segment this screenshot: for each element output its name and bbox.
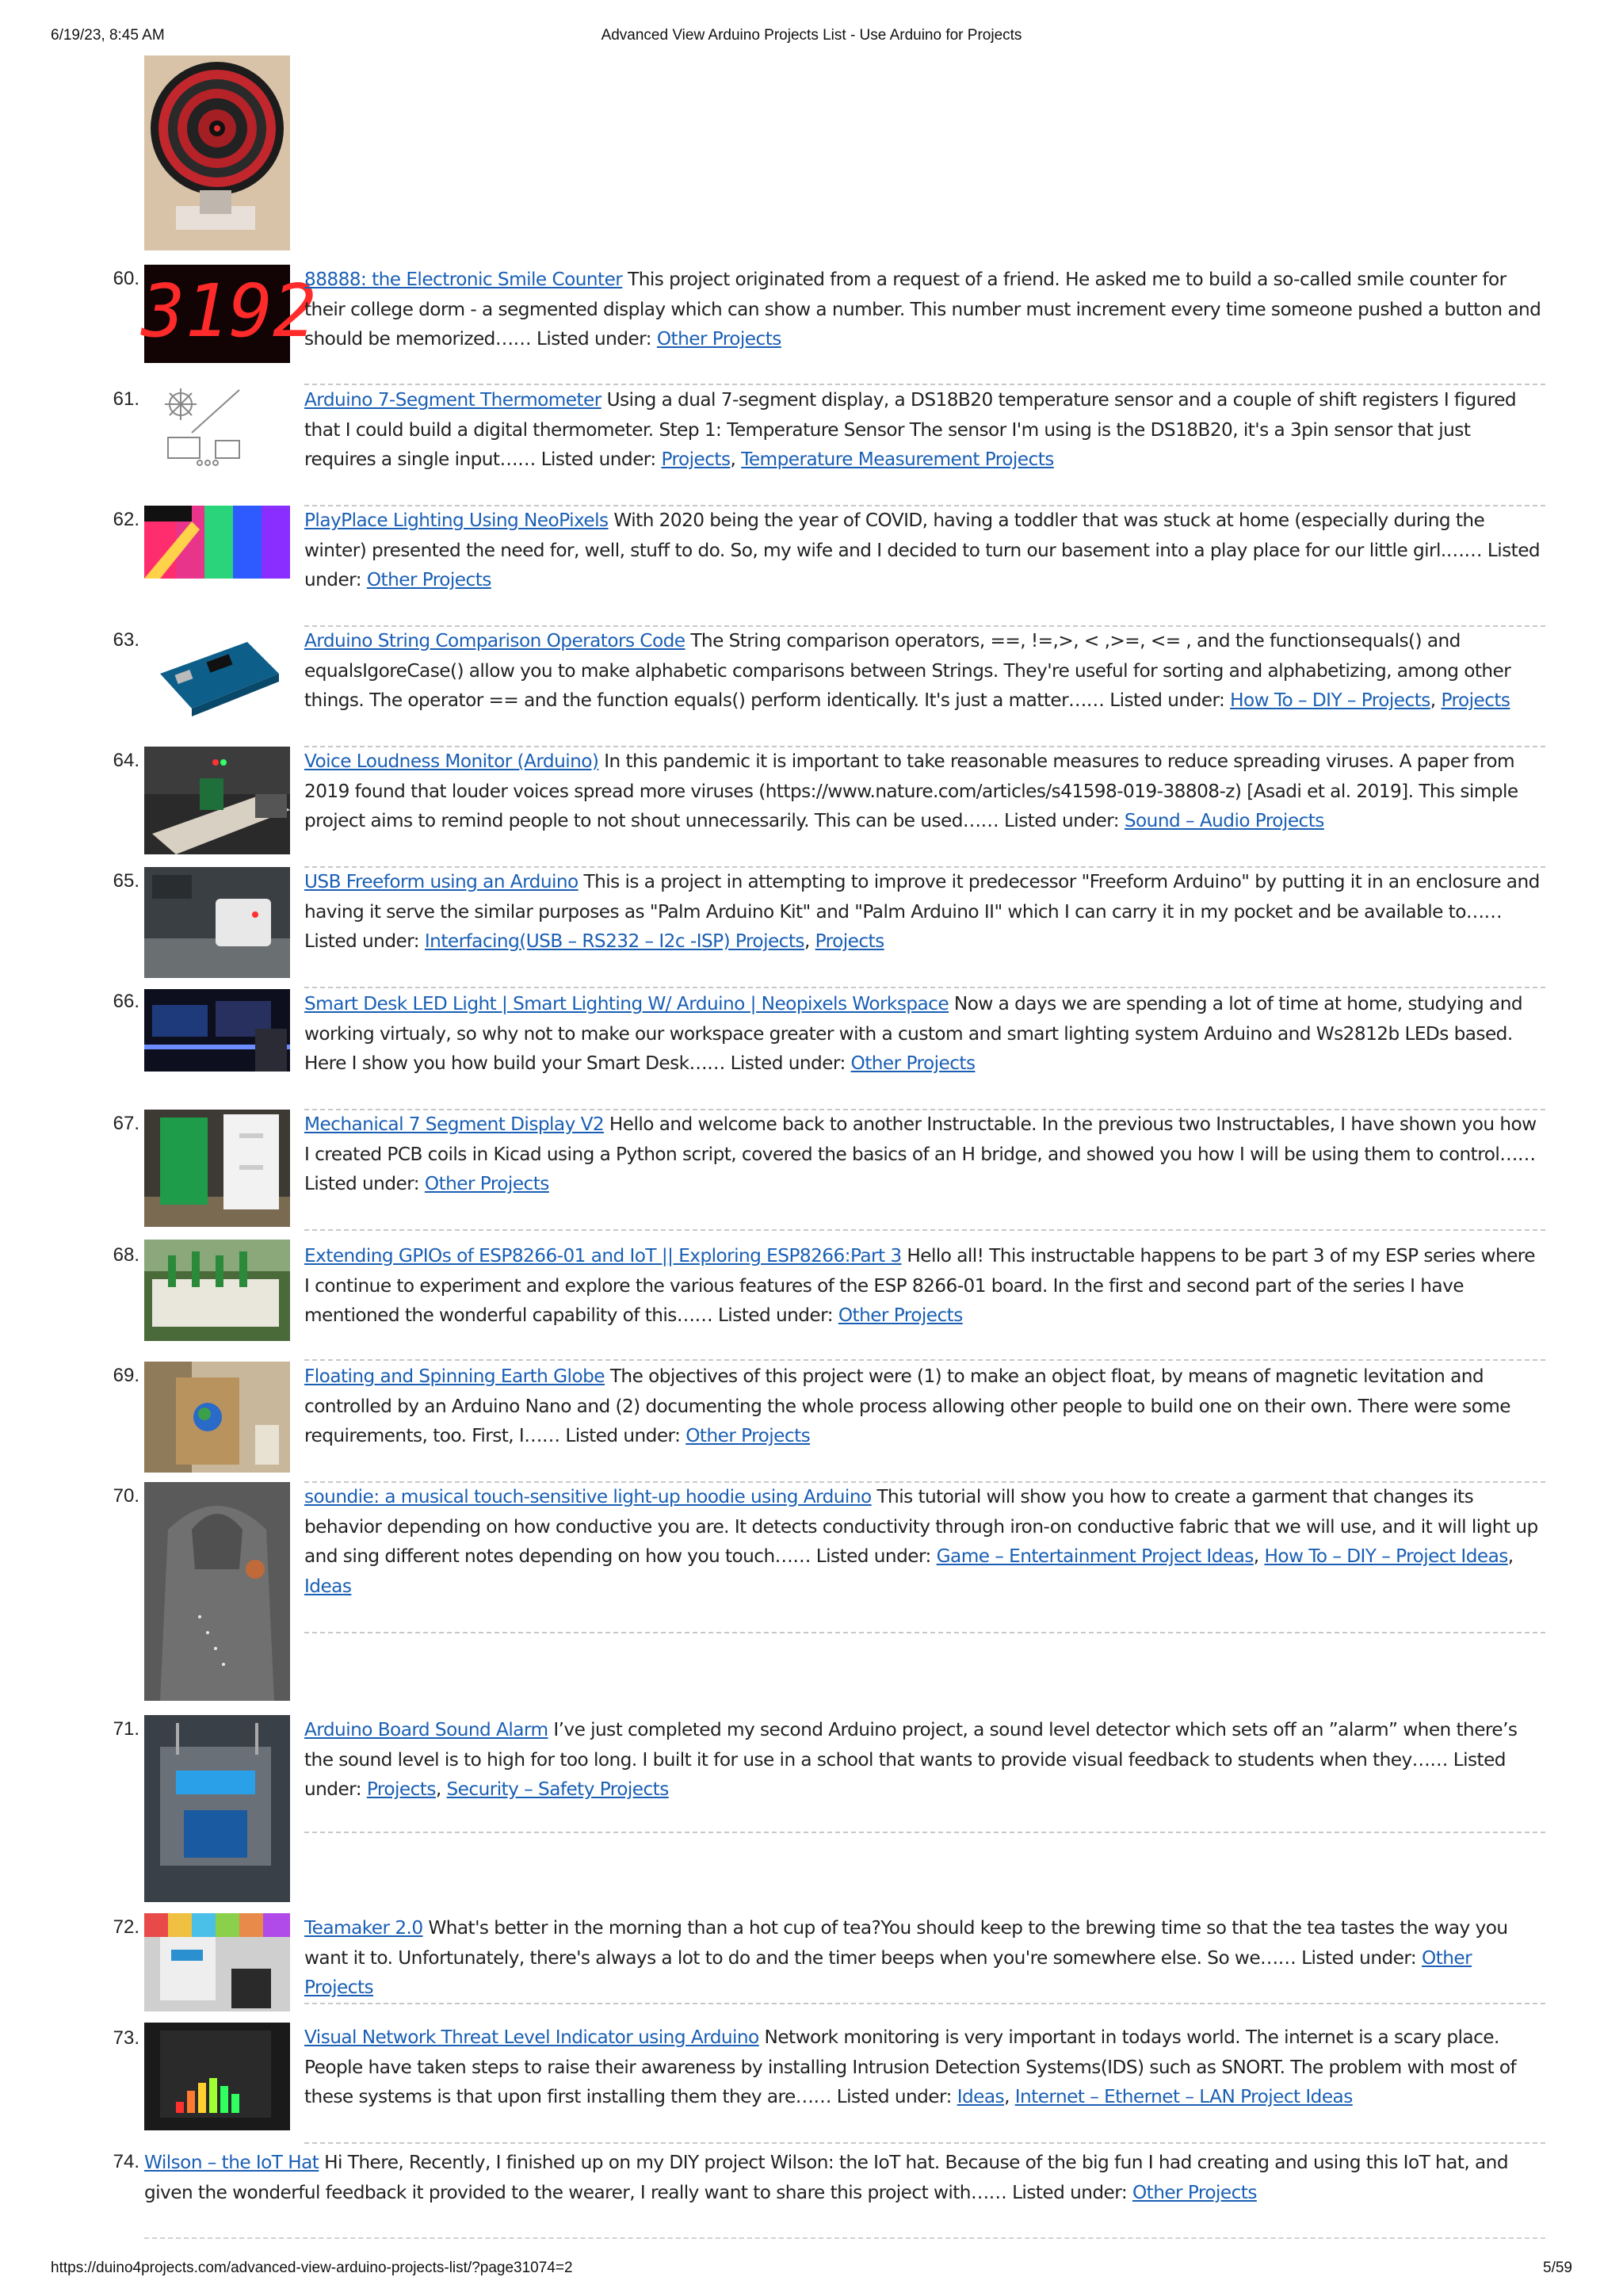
thumbnail-floating-globe[interactable] <box>144 1362 290 1473</box>
item-number: 61. <box>113 388 139 410</box>
listed-under-label: Listed under: <box>1109 690 1225 711</box>
print-header <box>51 27 1572 46</box>
project-description: With 2020 being the year of COVID, having a toddler that was stuck at home (especially during the winter) presented the need for, well, stuff to do. So, my wife and I decided to turn our basement into a play place for our little girl.…… <box>304 510 1485 561</box>
svg-text:3192: 3192 <box>141 269 317 353</box>
thumbnail-playplace-lighting[interactable] <box>144 506 290 579</box>
project-description: This is a project in attempting to improve it predecessor "Freeform Arduino" by putting it in an enclosure and having it serve the similar purposes as "Palm Arduino Kit" and "Palm Arduino II" which I can carry it in my pocket and be available to…… <box>304 871 1540 923</box>
project-title-link[interactable]: USB Freeform using an Arduino <box>304 871 579 892</box>
project-title-link[interactable]: Arduino String Comparison Operators Code <box>304 630 685 651</box>
project-description: Now a days we are spending a lot of time at home, studying and working virtualy, so why not to make our workspace greater with a custom and smart lighting system Arduino and Ws2812b LEDs based. Here I show you how build your Smart Desk…… <box>304 993 1523 1074</box>
category-link[interactable]: Projects <box>1441 690 1510 711</box>
divider <box>304 1229 1545 1231</box>
category-link[interactable]: Sound – Audio Projects <box>1124 810 1324 831</box>
project-title-link[interactable]: 88888: the Electronic Smile Counter <box>304 269 623 290</box>
listed-under-label: Listed under: <box>304 539 1541 590</box>
listed-under-label: Listed under: <box>304 1748 1506 1800</box>
project-title-link[interactable]: soundie: a musical touch-sensitive light-up hoodie using Arduino <box>304 1486 872 1507</box>
thumbnail-smart-desk[interactable] <box>144 989 290 1072</box>
thumbnail-thermometer[interactable] <box>144 385 290 483</box>
project-entry: Arduino 7-Segment Thermometer Using a dual 7-segment display, a DS18B20 temperature sensor and a couple of shift registers I figured that I could build a digital thermometer. Step 1: Temperature Sensor The sensor I'm using is the DS18B20, it's a 3pin sensor that just requires a single input…… Listed under: Projects, Temperature Measurement Projects <box>304 389 1517 470</box>
thumbnail-mechanical-7-segment[interactable] <box>144 1110 290 1227</box>
project-entry: Arduino String Comparison Operators Code The String comparison operators, ==, !=,>, < ,>=, <= , and the functionsequals() and equalsIgoreCase() allow you to make alphabetic comparisons between Strings. They're useful for sorting and alphabetizing, among other things. The operator == and the function equals() perform identically. It's just a matter…… Listed under: How To – DIY – Projects, Projects <box>304 630 1511 711</box>
category-link[interactable]: Other Projects <box>304 1946 1472 1998</box>
divider <box>304 2003 1545 2004</box>
category-link[interactable]: Other Projects <box>366 569 491 590</box>
item-number: 65. <box>113 870 139 892</box>
project-title-link[interactable]: Floating and Spinning Earth Globe <box>304 1366 605 1387</box>
item-number: 74. <box>113 2151 139 2172</box>
project-entry <box>304 747 1545 836</box>
print-datetime: 6/19/23, 8:45 AM <box>51 27 165 44</box>
listed-under-label: Listed under: <box>536 328 652 350</box>
project-title-link[interactable]: Teamaker 2.0 <box>304 1917 423 1939</box>
project-description: This project originated from a request of a friend. He asked me to build a so-called smile counter for their college dorm - a segmented display which can show a number. This number must increment every time someone pushed a button and should be memorized…… <box>304 269 1541 350</box>
category-link[interactable]: Projects <box>366 1778 436 1800</box>
listed-under-label: Listed under: <box>815 1545 931 1567</box>
category-link[interactable]: Other Projects <box>424 1173 549 1194</box>
project-title-link[interactable]: Mechanical 7 Segment Display V2 <box>304 1114 605 1135</box>
project-entry: USB Freeform using an Arduino This is a project in attempting to improve it predecessor "Freeform Arduino" by putting it in an enclosure and having it serve the similar purposes as "Palm Arduino Kit" and "Palm Arduino II" which I can carry it in my pocket and be available to…… Listed under: Interfacing(USB – RS232 – I2c -ISP) Projects, Projects <box>304 871 1540 952</box>
category-link[interactable]: Temperature Measurement Projects <box>741 449 1054 470</box>
item-number: 70. <box>113 1485 139 1507</box>
thumbnail-dartboard[interactable] <box>144 55 290 250</box>
divider <box>304 987 1545 988</box>
project-description: Using a dual 7-segment display, a DS18B20 temperature sensor and a couple of shift registers I figured that I could build a digital thermometer. Step 1: Temperature Sensor The sensor I'm using is the DS18B20, it's a 3pin sensor that just requires a single input…… <box>304 389 1517 470</box>
project-entry: Arduino Board Sound Alarm I’ve just completed my second Arduino project, a sound level detector which sets off an ”alarm” when there’s the sound level is to high for too long. I built it for use in a school that wants to provide visual feedback to students when they…… Listed under: Projects, Security – Safety Projects <box>304 1719 1518 1800</box>
listed-under-label: Listed under: <box>540 449 656 470</box>
project-description: Hello and welcome back to another Instructable. In the previous two Instructables, I have shown you how I created PCB coils in Kicad using a Python script, covered the basics of an H bridge, and showed you how I will be using them to control…… <box>304 1114 1537 1165</box>
item-number: 66. <box>113 991 139 1012</box>
item-number: 73. <box>113 2027 139 2049</box>
project-entry <box>304 506 1545 595</box>
project-title-link[interactable]: Visual Network Threat Level Indicator using Arduino <box>304 2027 759 2048</box>
category-link[interactable]: How To – DIY – Projects <box>1230 690 1430 711</box>
project-description: The objectives of this project were (1) to make an object float, by means of magnetic levitation and controlled by an Arduino Nano and (2) documenting the whole process allowing other people to build one on their own. There were some requirements, too. First, I…… <box>304 1366 1510 1446</box>
category-link[interactable]: Security – Safety Projects <box>446 1778 669 1800</box>
project-entry <box>304 989 1545 1079</box>
item-number: 64. <box>113 750 139 771</box>
divider <box>304 2142 1545 2144</box>
project-title-link[interactable]: Arduino 7-Segment Thermometer <box>304 389 601 411</box>
listed-under-label: Listed under: <box>1012 2181 1128 2203</box>
category-link[interactable]: Other Projects <box>1132 2181 1257 2203</box>
thumbnail-teamaker[interactable] <box>144 1913 290 2011</box>
item-number: 72. <box>113 1916 139 1938</box>
project-title-link[interactable]: Wilson – the IoT Hat <box>144 2152 319 2173</box>
project-description: I’ve just completed my second Arduino project, a sound level detector which sets off an ”alarm” when there’s the sound level is to high for too long. I built it for use in a school that wants to provide visual feedback to students when they…… <box>304 1719 1518 1771</box>
divider <box>304 1632 1545 1633</box>
project-description: What's better in the morning than a hot cup of tea?You should keep to the brewing time so that the tea tastes the way you want it to. Unfortunately, there's always a lot to do and the timer beeps when you're somewhere else. So we…… <box>304 1917 1508 1969</box>
item-number: 69. <box>113 1365 139 1386</box>
listed-under-label: Listed under: <box>304 930 420 952</box>
thumbnail-usb-freeform[interactable] <box>144 867 290 978</box>
listed-under-label: Listed under: <box>1301 1946 1417 1969</box>
category-link[interactable]: Other Projects <box>838 1305 963 1326</box>
project-description: Hi There, Recently, I finished up on my DIY project Wilson: the IoT hat. Because of the big fun I had creating and using this IoT hat, and given the wonderful feedback it provided to the wearer, I really want to share this project with…… <box>144 2152 1508 2203</box>
divider <box>304 1832 1545 1833</box>
category-link[interactable]: Internet – Ethernet – LAN Project Ideas <box>1014 2086 1353 2107</box>
project-title-link[interactable]: Arduino Board Sound Alarm <box>304 1719 548 1740</box>
thumbnail-sound-alarm[interactable] <box>144 1715 290 1902</box>
project-title-link[interactable]: PlayPlace Lighting Using NeoPixels <box>304 510 609 531</box>
project-description: Hello all! This instructable happens to be part 3 of my ESP series where I continue to experiment and explore the various features of the ESP 8266-01 board. In the first and second part of the series I have mentioned the wonderful capability of this…… <box>304 1245 1536 1326</box>
item-number: 71. <box>113 1718 139 1740</box>
project-entry <box>304 1913 1545 2003</box>
divider <box>144 2237 1545 2239</box>
listed-under-label: Listed under: <box>730 1052 846 1074</box>
thumbnail-arduino-board[interactable] <box>144 626 290 724</box>
listed-under-label: Listed under: <box>717 1305 833 1326</box>
project-description: In this pandemic it is important to take reasonable measures to reduce spreading viruses. A paper from 2019 found that louder voices spread more viruses (https://www.nature.com/articles/s41598-019-38808-z) [Asadi et al. 2019]. This simple project aims to remind people to not shout unnecessarily. This can be used…… <box>304 751 1518 831</box>
thumbnail-voice-monitor[interactable] <box>144 747 290 854</box>
divider <box>304 1359 1545 1361</box>
project-entry <box>304 265 1545 354</box>
category-link[interactable]: Projects <box>661 449 731 470</box>
project-title-link[interactable]: Extending GPIOs of ESP8266-01 and IoT || Exploring ESP8266:Part 3 <box>304 1245 902 1266</box>
print-page-number: 5/59 <box>1543 2260 1572 2276</box>
project-title-link[interactable]: Voice Loudness Monitor (Arduino) <box>304 751 599 772</box>
item-number: 60. <box>113 268 139 289</box>
project-entry: soundie: a musical touch-sensitive light-up hoodie using Arduino This tutorial will show you how to create a garment that changes its behavior depending on how conductive you are. It detects conductivity through iron-on conductive fabric that we will use, and it will light up and sing different notes depending on how you touch…… Listed under: Game – Entertainment Project Ideas, How To – DIY – Project Ideas, Ideas <box>304 1486 1538 1597</box>
project-entry <box>304 1241 1545 1331</box>
project-entry: Visual Network Threat Level Indicator using Arduino Network monitoring is very important in todays world. The internet is a scary place. People have taken steps to raise their awareness by installing Intrusion Detection Systems(IDS) such as SNORT. The problem with most of these systems is that upon first installing them they are…… Listed under: Ideas, Internet – Ethernet – LAN Project Ideas <box>304 2027 1517 2107</box>
category-link[interactable]: Ideas <box>304 1575 352 1597</box>
thumbnail-soundie-hoodie[interactable] <box>144 1482 290 1701</box>
category-link[interactable]: How To – DIY – Project Ideas <box>1264 1545 1508 1567</box>
listed-under-label: Listed under: <box>565 1425 681 1446</box>
print-page-url: https://duino4projects.com/advanced-view-arduino-projects-list/?page31074=2 <box>51 2260 573 2276</box>
category-link[interactable]: Interfacing(USB – RS232 – I2c -ISP) Projects <box>424 930 804 952</box>
project-entry <box>304 1362 1545 1451</box>
thumbnail-threat-indicator[interactable] <box>144 2023 290 2130</box>
project-description: Network monitoring is very important in todays world. The internet is a scary place. People have taken steps to raise their awareness by installing Intrusion Detection Systems(IDS) such as SNORT. The problem with most of these systems is that upon first installing them they are…… <box>304 2027 1517 2107</box>
print-footer <box>51 2260 1572 2279</box>
item-number: 68. <box>113 1244 139 1266</box>
project-entry <box>144 2148 1545 2207</box>
category-link[interactable]: Game – Entertainment Project Ideas <box>936 1545 1254 1567</box>
category-link[interactable]: Other Projects <box>850 1052 976 1074</box>
print-page-title: Advanced View Arduino Projects List - Use Arduino for Projects <box>601 27 1022 44</box>
item-number: 67. <box>113 1113 139 1134</box>
category-link[interactable]: Other Projects <box>656 328 781 350</box>
category-link[interactable]: Projects <box>815 930 884 952</box>
thumbnail-esp8266-gpio[interactable] <box>144 1240 290 1341</box>
project-description: The String comparison operators, ==, !=,>, < ,>=, <= , and the functionsequals() and equalsIgoreCase() allow you to make alphabetic comparisons between Strings. They're useful for sorting and alphabetizing, among other things. The operator == and the function equals() perform identically. It's just a matter…… <box>304 630 1511 711</box>
listed-under-label: Listed under: <box>304 1173 420 1194</box>
item-number: 62. <box>113 509 139 530</box>
thumbnail-smile-counter[interactable] <box>141 265 317 363</box>
item-number: 63. <box>113 629 139 651</box>
listed-under-label: Listed under: <box>836 2086 952 2107</box>
project-entry <box>304 1110 1545 1199</box>
category-link[interactable]: Ideas <box>957 2086 1005 2107</box>
project-title-link[interactable]: Smart Desk LED Light | Smart Lighting W/ Arduino | Neopixels Workspace <box>304 993 949 1014</box>
project-description: This tutorial will show you how to create a garment that changes its behavior depending on how conductive you are. It detects conductivity through iron-on conductive fabric that we will use, and it will light up and sing different notes depending on how you touch…… <box>304 1486 1538 1567</box>
listed-under-label: Listed under: <box>1003 810 1120 831</box>
category-link[interactable]: Other Projects <box>685 1425 811 1446</box>
